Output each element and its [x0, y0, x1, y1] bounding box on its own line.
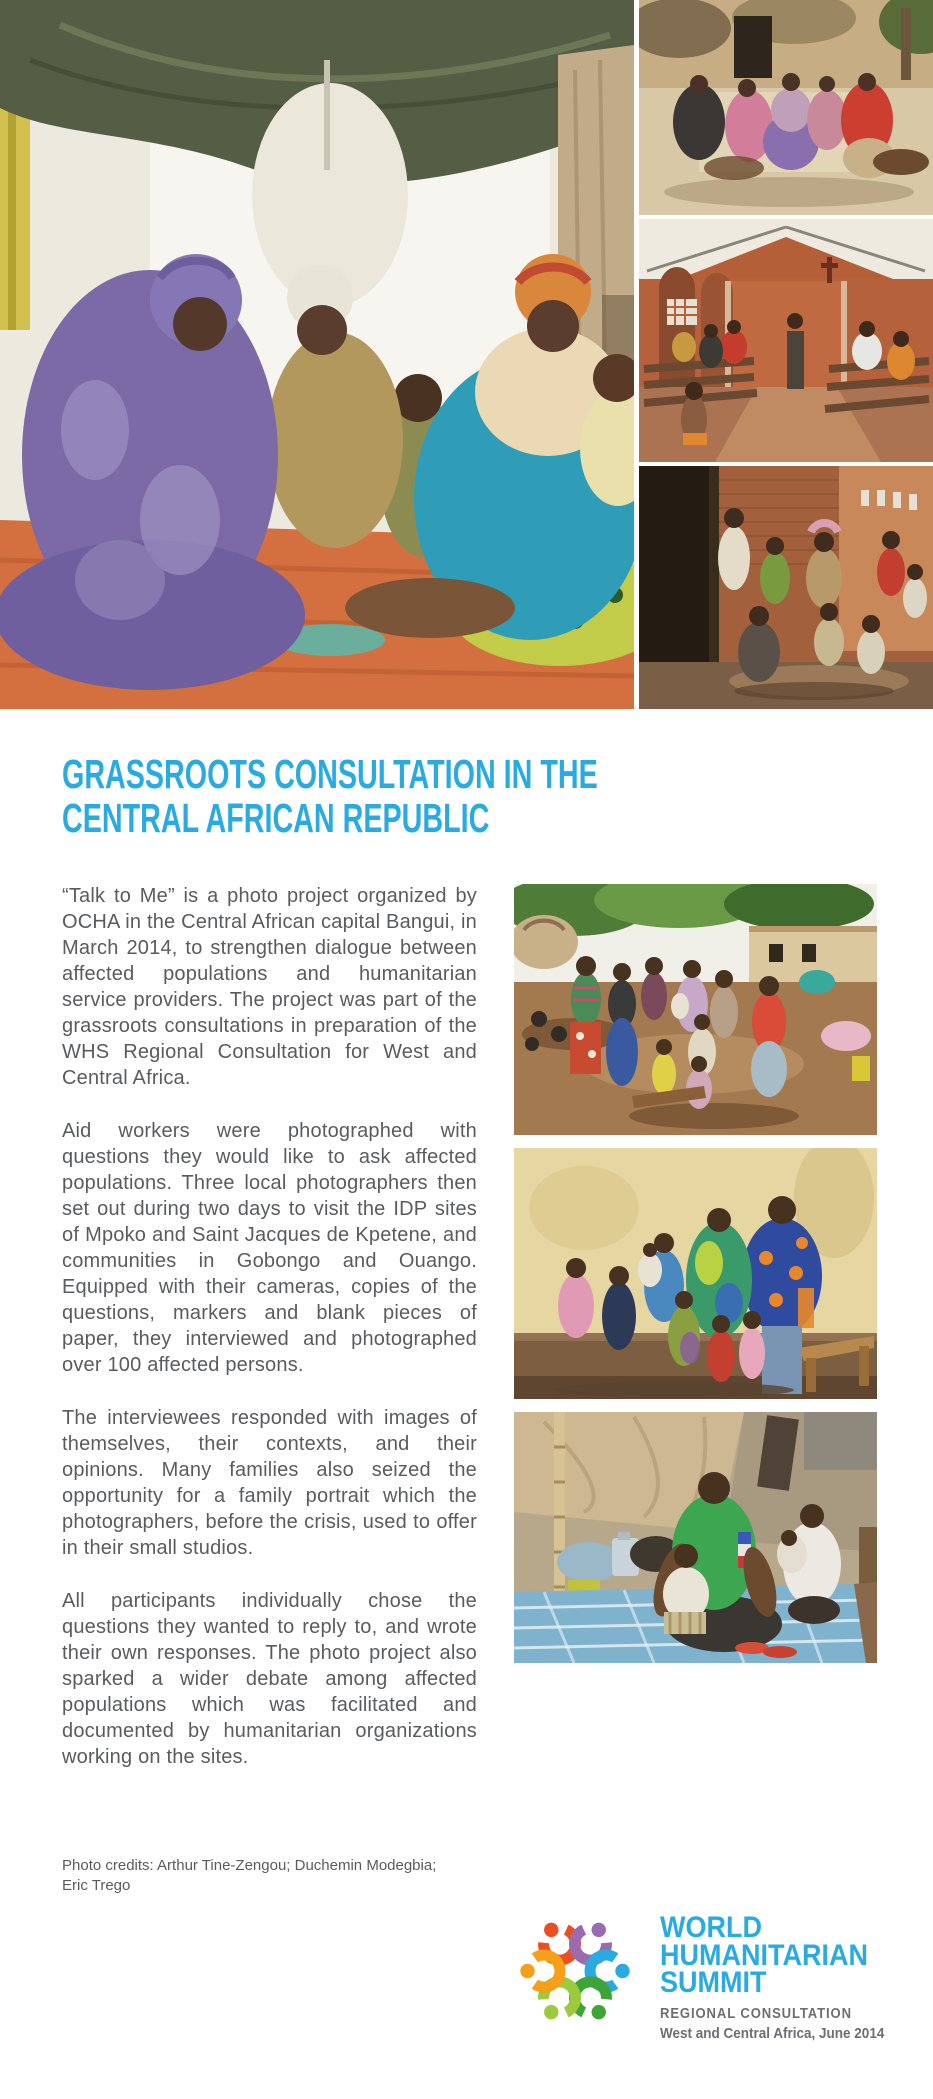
page-title-line-2: CENTRAL AFRICAN REPUBLIC: [62, 795, 490, 841]
hero-photo-top-right-3: [639, 466, 933, 709]
hero-photo-main-art: [0, 0, 634, 709]
body-paragraph-4: All participants individually chose the questions they wanted to reply to, and wrote their own responses. The photo project also sparked a wider debate among affected populations which was facilitated and documented by humanitarian organizations working on the sites.: [62, 1590, 477, 1768]
hero-photo-top-right-3-art: [639, 466, 933, 709]
hero-photo-top-right-2-art: [639, 219, 933, 462]
logo-title-line-3: SUMMIT: [660, 1966, 767, 1999]
article-photo-3-art: [514, 1412, 877, 1663]
body-paragraph-3: The interviewees responded with images of themselves, their contexts, and their opinions. Many families also seized the opportunity for a family portrait which the photographers, before the crisis, used to offer in their small studios.: [62, 1407, 477, 1559]
page-title-line-1: GRASSROOTS CONSULTATION IN THE: [62, 751, 598, 797]
hero-photo-main: [0, 0, 634, 709]
body-paragraph-2: Aid workers were photographed with questions they would like to ask affected populations. Three local photographers then set out during two days to visit the IDP sites of Mpoko and Saint Jacques de Kpetene, and communities in Gobongo and Ouango. Equipped with their cameras, copies of the questions, markers and blank pieces of paper, they interviewed and photographed over 100 affected persons.: [62, 1120, 477, 1376]
article-photo-1: [514, 884, 877, 1135]
article-text: [62, 883, 477, 1797]
logo-caption: West and Central Africa, June 2014: [660, 2024, 885, 2042]
photo-credits: Photo credits: Arthur Tine-Zengou; Duchemin Modegbia; Eric Trego: [62, 1857, 437, 1894]
article-photo-2: [514, 1148, 877, 1399]
body-paragraph-1: “Talk to Me” is a photo project organized by OCHA in the Central African capital Bangui, in March 2014, to strengthen dialogue between affected populations and humanitarian service providers. The project was part of the grassroots consultations in preparation of the WHS Regional Consultation for West and Central Africa.: [62, 885, 477, 1089]
article-photo-3: [514, 1412, 877, 1663]
whs-logo-text: [660, 1911, 930, 2042]
hero-photo-top-right-1: [639, 0, 933, 215]
hero-photo-top-right-2: [639, 219, 933, 462]
whs-logo-icon: [519, 1913, 631, 2029]
logo-title-line-2: HUMANITARIAN: [660, 1938, 868, 1972]
logo-figure-orange: [520, 1955, 560, 1987]
article-photo-1-art: [514, 884, 877, 1135]
hero-photo-top-right-1-art: [639, 0, 933, 215]
page-title: [62, 752, 608, 840]
logo-title-line-1: WORLD: [660, 1911, 762, 1944]
logo-subtitle: REGIONAL CONSULTATION: [660, 2005, 852, 2022]
article-photo-2-art: [514, 1148, 877, 1399]
